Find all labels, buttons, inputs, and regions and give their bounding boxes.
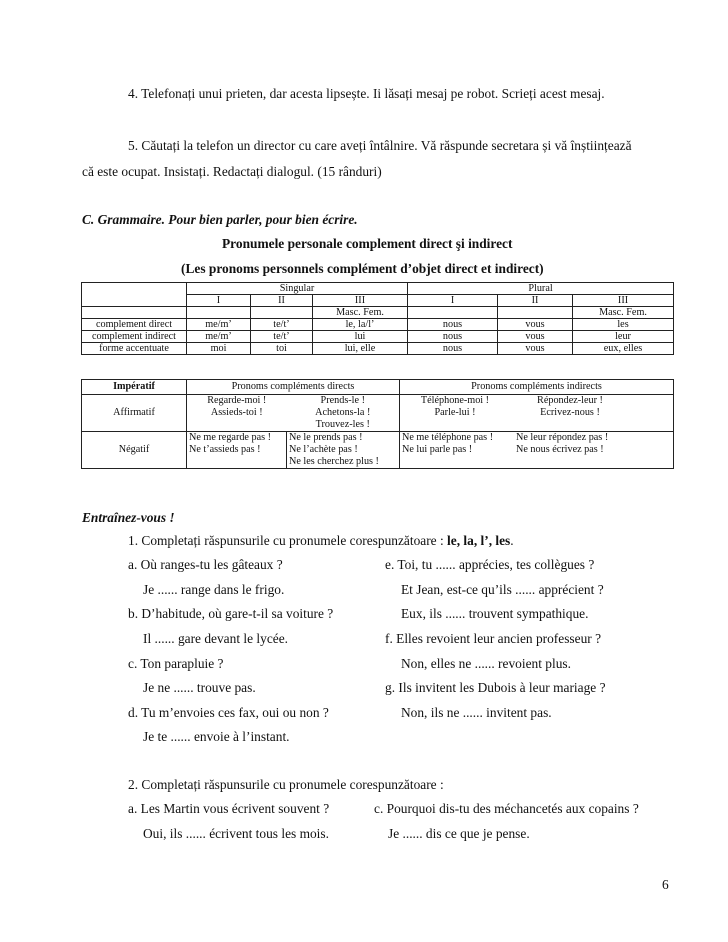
singular-header: Singular bbox=[187, 283, 408, 295]
exercise-item: a. Où ranges-tu les gâteaux ? bbox=[128, 557, 283, 572]
example: Ne les cherchez plus ! bbox=[289, 456, 379, 467]
exercise-answer: Je ...... range dans le frigo. bbox=[143, 582, 285, 597]
person-header: I bbox=[187, 295, 251, 307]
example: Ne l’achète pas ! bbox=[289, 444, 358, 455]
example: Ne me regarde pas ! bbox=[189, 432, 272, 443]
exercises-heading: Entraînez-vous ! bbox=[82, 510, 175, 525]
example: Ne leur répondez pas ! bbox=[516, 432, 609, 443]
table-cell: moi bbox=[187, 343, 251, 355]
imperatif-header: Impératif bbox=[82, 380, 187, 395]
example: Parle-lui ! bbox=[434, 407, 476, 418]
table-cell: eux, elles bbox=[573, 343, 674, 355]
exercise-answer: Eux, ils ...... trouvent sympathique. bbox=[401, 606, 589, 621]
example: Répondez-leur ! bbox=[537, 395, 603, 406]
example: Téléphone-moi ! bbox=[420, 395, 490, 406]
example: Prends-le ! bbox=[320, 395, 365, 406]
row-label: forme accentuate bbox=[82, 343, 187, 355]
exercise-item: d. Tu m’envoies ces fax, oui ou non ? bbox=[128, 705, 329, 720]
exercise-answer: Non, ils ne ...... invitent pas. bbox=[401, 705, 552, 720]
subtitle-ro: Pronumele personale complement direct şi indirect bbox=[222, 236, 513, 251]
exercise-item: a. Les Martin vous écrivent souvent ? bbox=[128, 801, 330, 816]
exercise-item: c. Pourquoi dis-tu des méchancetés aux copains ? bbox=[374, 801, 639, 816]
page-number: 6 bbox=[662, 877, 669, 892]
table-row bbox=[82, 319, 674, 331]
row-label: complement indirect bbox=[82, 331, 187, 343]
table-corner bbox=[82, 283, 187, 307]
table-cell: vous bbox=[498, 343, 573, 355]
row-label: complement direct bbox=[82, 319, 187, 331]
table-cell: leur bbox=[573, 331, 674, 343]
task-5-line-2: că este ocupat. Insistați. Redactați dialogul. (15 rânduri) bbox=[82, 164, 382, 179]
instruction-end: . bbox=[510, 533, 514, 548]
exercise-answer: Et Jean, est-ce qu’ils ...... apprécient ? bbox=[401, 582, 604, 597]
person-header: III bbox=[313, 295, 408, 307]
table-cell: vous bbox=[498, 319, 573, 331]
task-4: 4. Telefonați unui prieten, dar acesta lipsește. Ii lăsați mesaj pe robot. Scrieți acest mesaj. bbox=[128, 86, 605, 101]
example: Assieds-toi ! bbox=[210, 407, 263, 418]
table-cell: nous bbox=[408, 343, 498, 355]
exercise-item: g. Ils invitent les Dubois à leur mariage ? bbox=[385, 680, 606, 695]
table-cell: lui, elle bbox=[313, 343, 408, 355]
exercise-item: c. Ton parapluie ? bbox=[128, 656, 224, 671]
table-cell: nous bbox=[408, 319, 498, 331]
negatif-row bbox=[82, 432, 674, 469]
negatif-label: Négatif bbox=[82, 432, 187, 469]
table-cell: le, la/l’ bbox=[313, 319, 408, 331]
indirect-header: Pronoms compléments indirects bbox=[400, 380, 674, 395]
affirmatif-label: Affirmatif bbox=[82, 395, 187, 432]
table-cell: me/m’ bbox=[187, 331, 251, 343]
exercise-answer: Je ne ...... trouve pas. bbox=[143, 680, 256, 695]
exercise-2-instruction: 2. Completați răspunsurile cu pronumele corespunzătoare : bbox=[128, 777, 444, 792]
example: Ne nous écrivez pas ! bbox=[516, 444, 604, 455]
subtitle-fr: (Les pronoms personnels complément d’objet direct et indirect) bbox=[181, 261, 544, 276]
table-cell: les bbox=[573, 319, 674, 331]
table-row bbox=[82, 343, 674, 355]
masc-fem-plural: Masc. Fem. bbox=[573, 307, 674, 319]
example: Ne t’assieds pas ! bbox=[189, 444, 261, 455]
table-cell: lui bbox=[313, 331, 408, 343]
table-cell: vous bbox=[498, 331, 573, 343]
exercise-answer: Je te ...... envoie à l’instant. bbox=[143, 729, 290, 744]
direct-header: Pronoms compléments directs bbox=[187, 380, 400, 395]
exercise-answer: Il ...... gare devant le lycée. bbox=[143, 631, 288, 646]
example: Trouvez-les ! bbox=[315, 419, 370, 430]
instruction-text: 1. Completați răspunsurile cu pronumele corespunzătoare : bbox=[128, 533, 448, 548]
exercise-item: f. Elles revoient leur ancien professeur ? bbox=[385, 631, 602, 646]
imperative-table bbox=[81, 379, 674, 469]
table-cell: te/t’ bbox=[251, 331, 313, 343]
exercise-answer: Non, elles ne ...... revoient plus. bbox=[401, 656, 571, 671]
section-heading: C. Grammaire. Pour bien parler, pour bien écrire. bbox=[82, 212, 358, 227]
exercise-answer: Je ...... dis ce que je pense. bbox=[388, 826, 530, 841]
example: Achetons-la ! bbox=[315, 407, 371, 418]
masc-fem-singular: Masc. Fem. bbox=[313, 307, 408, 319]
plural-header: Plural bbox=[408, 283, 674, 295]
table-cell: toi bbox=[251, 343, 313, 355]
person-header: III bbox=[573, 295, 674, 307]
table-cell: me/m’ bbox=[187, 319, 251, 331]
example: Ne le prends pas ! bbox=[289, 432, 363, 443]
table-cell: nous bbox=[408, 331, 498, 343]
pronoun-table bbox=[81, 282, 674, 355]
person-header: II bbox=[251, 295, 313, 307]
task-5-line-1: 5. Căutați la telefon un director cu care aveți întâlnire. Vă răspunde secretara și vă înștiințează bbox=[128, 138, 632, 153]
exercise-item: b. D’habitude, où gare-t-il sa voiture ? bbox=[128, 606, 334, 621]
person-header: I bbox=[408, 295, 498, 307]
exercise-1-instruction bbox=[128, 533, 514, 549]
example: Ne lui parle pas ! bbox=[402, 444, 473, 455]
table-cell: te/t’ bbox=[251, 319, 313, 331]
exercise-answer: Oui, ils ...... écrivent tous les mois. bbox=[143, 826, 329, 841]
example: Ecrivez-nous ! bbox=[540, 407, 600, 418]
exercise-item: e. Toi, tu ...... apprécies, tes collègues ? bbox=[385, 557, 595, 572]
person-header: II bbox=[498, 295, 573, 307]
affirmatif-row bbox=[82, 395, 674, 432]
table-row bbox=[82, 331, 674, 343]
pronoun-list: le, la, l’, les bbox=[447, 533, 511, 548]
example: Regarde-moi ! bbox=[207, 395, 267, 406]
example: Ne me téléphone pas ! bbox=[402, 432, 494, 443]
